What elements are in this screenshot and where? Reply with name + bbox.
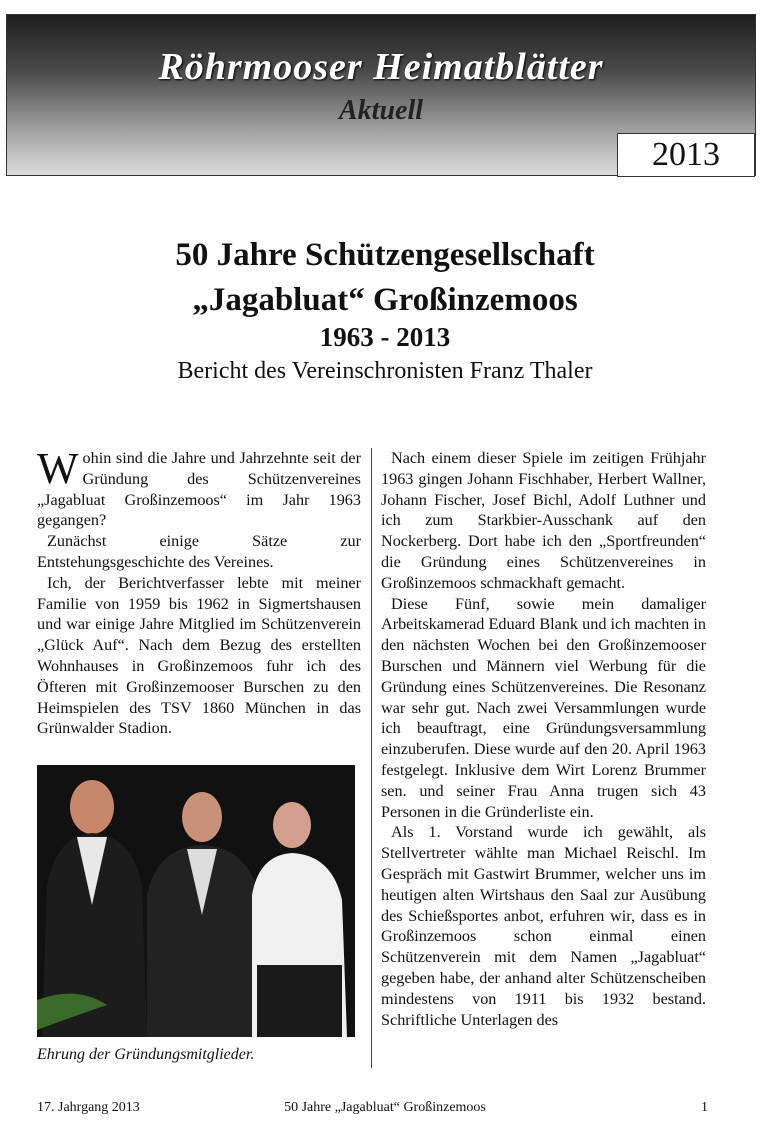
paragraph: Diese Fünf, sowie mein damaliger Arbeitskamerad Eduard Blank und ich machten in den nächsten Wochen bei den Großinzemooser Burschen und Männern viel Werbung für die Gründung eines Schützenvereines. Die Resonanz war sehr gut. Nach zwei Versammlungen wurde ich beauftragt, eine Gründungsversammlung einzuberufen. Diese wurde auf den 20. April 1963 festgelegt. Inklusive dem Wirt Lorenz Brummer sen. und seiner Frau Anna trugen sich 43 Personen in die Gründerliste ein. xyxy=(381,594,706,821)
paragraph xyxy=(37,444,361,531)
paragraph: Ich, der Berichtverfasser lebte mit meiner Familie von 1959 bis 1962 in Sigmertshausen und war einige Jahre Mitglied im Schützenverein „Glück Auf“. Nach dem Bezug des erstellten Wohnhauses in Großinzemoos fuhr ich des Öfteren mit Großinzemooser Burschen zu den Heimspielen des TSV 1860 München in das Grünwalder Stadion. xyxy=(37,573,361,738)
article-title-line2: „Jagabluat“ Großinzemoos xyxy=(192,282,578,318)
article-title-line1: 50 Jahre Schützengesellschaft xyxy=(175,237,595,273)
right-column xyxy=(381,448,706,1030)
publication-subtitle: Aktuell xyxy=(338,95,423,126)
page-number: 1 xyxy=(701,1100,708,1115)
paragraph: Als 1. Vorstand wurde ich gewählt, als Stellvertreter wählte man Michael Reischl. Im Gespräch mit Gastwirt Brummer, welcher uns im heutigen alten Wirtshaus den Saal zur Ausübung des Schießsportes anbot, erfuhren wir, dass es in Großinzemoos schon einmal einen Schützenverein mit dem Namen „Jagabluat“ gegeben habe, der anhand alter Schützenscheiben mindestens von 1911 bis 1932 bestand. Schriftliche Unterlagen des xyxy=(381,823,706,1029)
article-byline: Bericht des Vereinschronisten Franz Thaler xyxy=(177,358,593,384)
header-banner xyxy=(6,14,756,176)
footer-title: 50 Jahre „Jagabluat“ Großinzemoos xyxy=(284,1100,486,1115)
left-column xyxy=(37,444,361,739)
paragraph: Zunächst einige Sätze zur Entstehungsgeschichte des Vereines. xyxy=(37,532,361,571)
photo-founding-members xyxy=(37,765,355,1037)
article-years: 1963 - 2013 xyxy=(319,322,451,352)
footer-volume: 17. Jahrgang 2013 xyxy=(37,1100,140,1115)
drop-cap: W xyxy=(37,444,79,493)
publication-title: Röhrmooser Heimatblätter xyxy=(158,46,604,88)
photo-illustration xyxy=(37,765,355,1037)
column-divider xyxy=(371,448,372,1068)
paragraph-text: ohin sind die Jahre und Jahrzehnte seit der Gründung des Schützenvereines „Jagabluat Großinzemoos“ im Jahr 1963 gegangen? xyxy=(37,449,361,530)
year-box: 2013 xyxy=(617,133,755,177)
paragraph: Nach einem dieser Spiele im zeitigen Frühjahr 1963 gingen Johann Fischhaber, Herbert Wallner, Johann Fischer, Josef Bichl, Adolf Luthner und ich zum Starkbier-Ausschank auf den Nockerberg. Dort habe ich den „Sportfreunden“ die Gründung eines Schützenvereines in Großinzemoos schmackhaft gemacht. xyxy=(381,449,706,592)
photo-caption: Ehrung der Gründungsmitglieder. xyxy=(37,1046,255,1063)
